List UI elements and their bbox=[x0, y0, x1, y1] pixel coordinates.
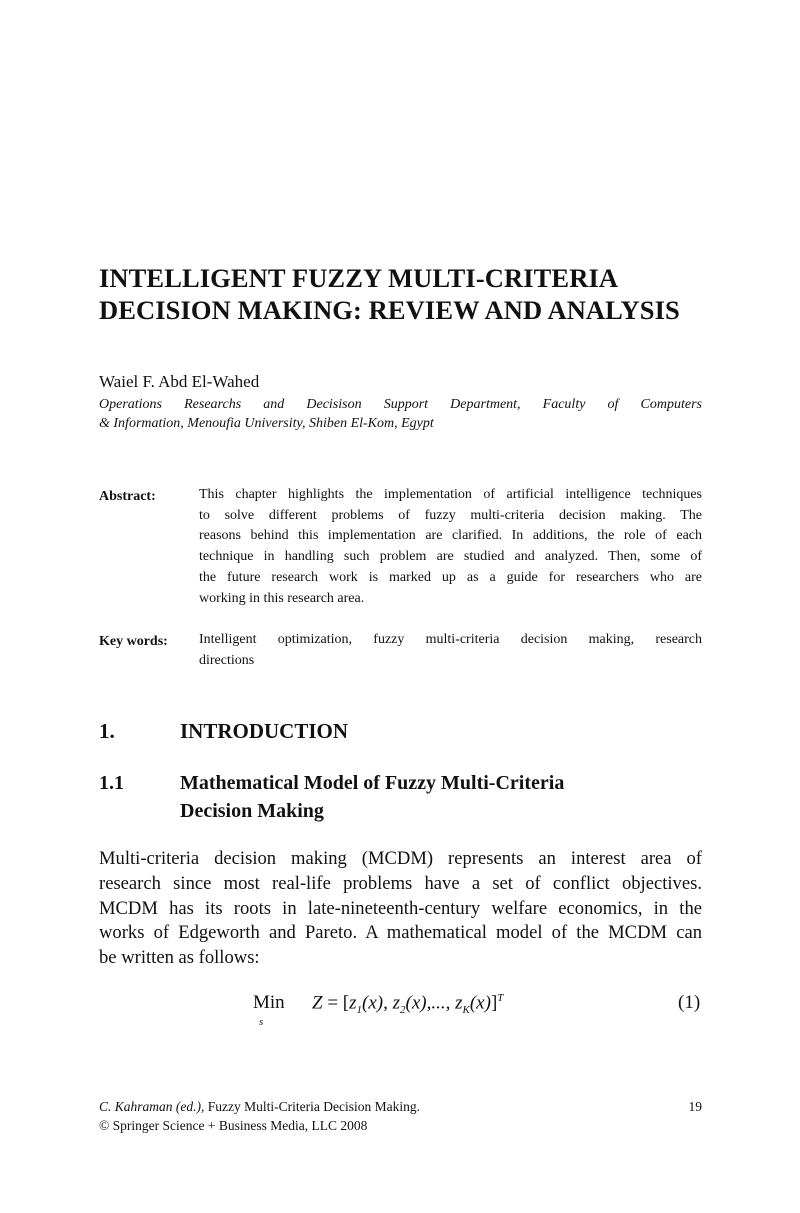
body-line: research since most real-life problems have a set of conflict objectives. bbox=[99, 872, 702, 894]
footer-copyright: © Springer Science + Business Media, LLC 2008 bbox=[99, 1118, 368, 1133]
footer-editor: C. Kahraman (ed.), bbox=[99, 1099, 205, 1114]
abstract-line: to solve different problems of fuzzy multi-criteria decision making. The bbox=[199, 507, 702, 523]
footer-book-title: Fuzzy Multi-Criteria Decision Making. bbox=[207, 1099, 420, 1114]
equation-expression: $Z = [z_1(x)$, $z_2(x)$,..., $z_K(x)]^T$ bbox=[312, 992, 504, 1017]
affiliation-line: & Information, Menoufia University, Shiben El-Kom, Egypt bbox=[99, 416, 434, 431]
abstract-label: Abstract: bbox=[99, 489, 156, 504]
abstract-line: technique in handling such problem are studied and analyzed. Then, some of bbox=[199, 549, 702, 565]
equation-1 bbox=[0, 992, 800, 1032]
body-line: works of Edgeworth and Pareto. A mathematical model of the MCDM can bbox=[99, 922, 702, 944]
body-paragraph bbox=[99, 847, 702, 971]
equation-operator-subscript: s bbox=[259, 1016, 264, 1028]
equation-lhs: Z bbox=[312, 992, 323, 1014]
footer-citation bbox=[99, 1097, 420, 1116]
subsection-title bbox=[180, 769, 564, 825]
keywords-line: directions bbox=[199, 652, 255, 668]
page-number: 19 bbox=[688, 1099, 702, 1114]
abstract-line: working in this research area. bbox=[199, 590, 365, 606]
body-line: MCDM has its roots in late-nineteenth-century welfare economics, in the bbox=[99, 897, 702, 919]
section-number: 1. bbox=[99, 719, 115, 743]
body-line: be written as follows: bbox=[99, 947, 260, 969]
keywords-text bbox=[199, 630, 702, 671]
subsection-title-line: Mathematical Model of Fuzzy Multi-Criteria bbox=[180, 772, 565, 794]
page-footer bbox=[99, 1097, 702, 1135]
abstract-text bbox=[199, 485, 702, 609]
abstract-line: reasons behind this implementation are clarified. In additions, the role of each bbox=[199, 528, 702, 544]
body-line: Multi-criteria decision making (MCDM) represents an interest area of bbox=[99, 848, 702, 869]
affiliation-line: Operations Researchs and Decisison Support Department, Faculty of Computers bbox=[99, 397, 702, 412]
abstract-line: the future research work is marked up as a guide for researchers who are bbox=[199, 569, 702, 585]
equation-number: (1) bbox=[678, 992, 701, 1013]
keywords-line: Intelligent optimization, fuzzy multi-criteria decision making, research bbox=[199, 632, 702, 647]
section-title: INTRODUCTION bbox=[180, 719, 349, 743]
equation-operator: Min bbox=[253, 992, 285, 1013]
title-line: DECISION MAKING: REVIEW AND ANALYSIS bbox=[99, 295, 680, 325]
title-line: INTELLIGENT FUZZY MULTI-CRITERIA bbox=[99, 263, 619, 293]
subsection-title-line: Decision Making bbox=[180, 800, 324, 822]
paper-title bbox=[99, 262, 739, 326]
subsection-number: 1.1 bbox=[99, 772, 124, 794]
author-name: Waiel F. Abd El-Wahed bbox=[99, 372, 260, 391]
abstract-line: This chapter highlights the implementation of artificial intelligence techniques bbox=[199, 487, 702, 502]
author-affiliation bbox=[99, 395, 702, 433]
keywords-label: Key words: bbox=[99, 634, 168, 649]
